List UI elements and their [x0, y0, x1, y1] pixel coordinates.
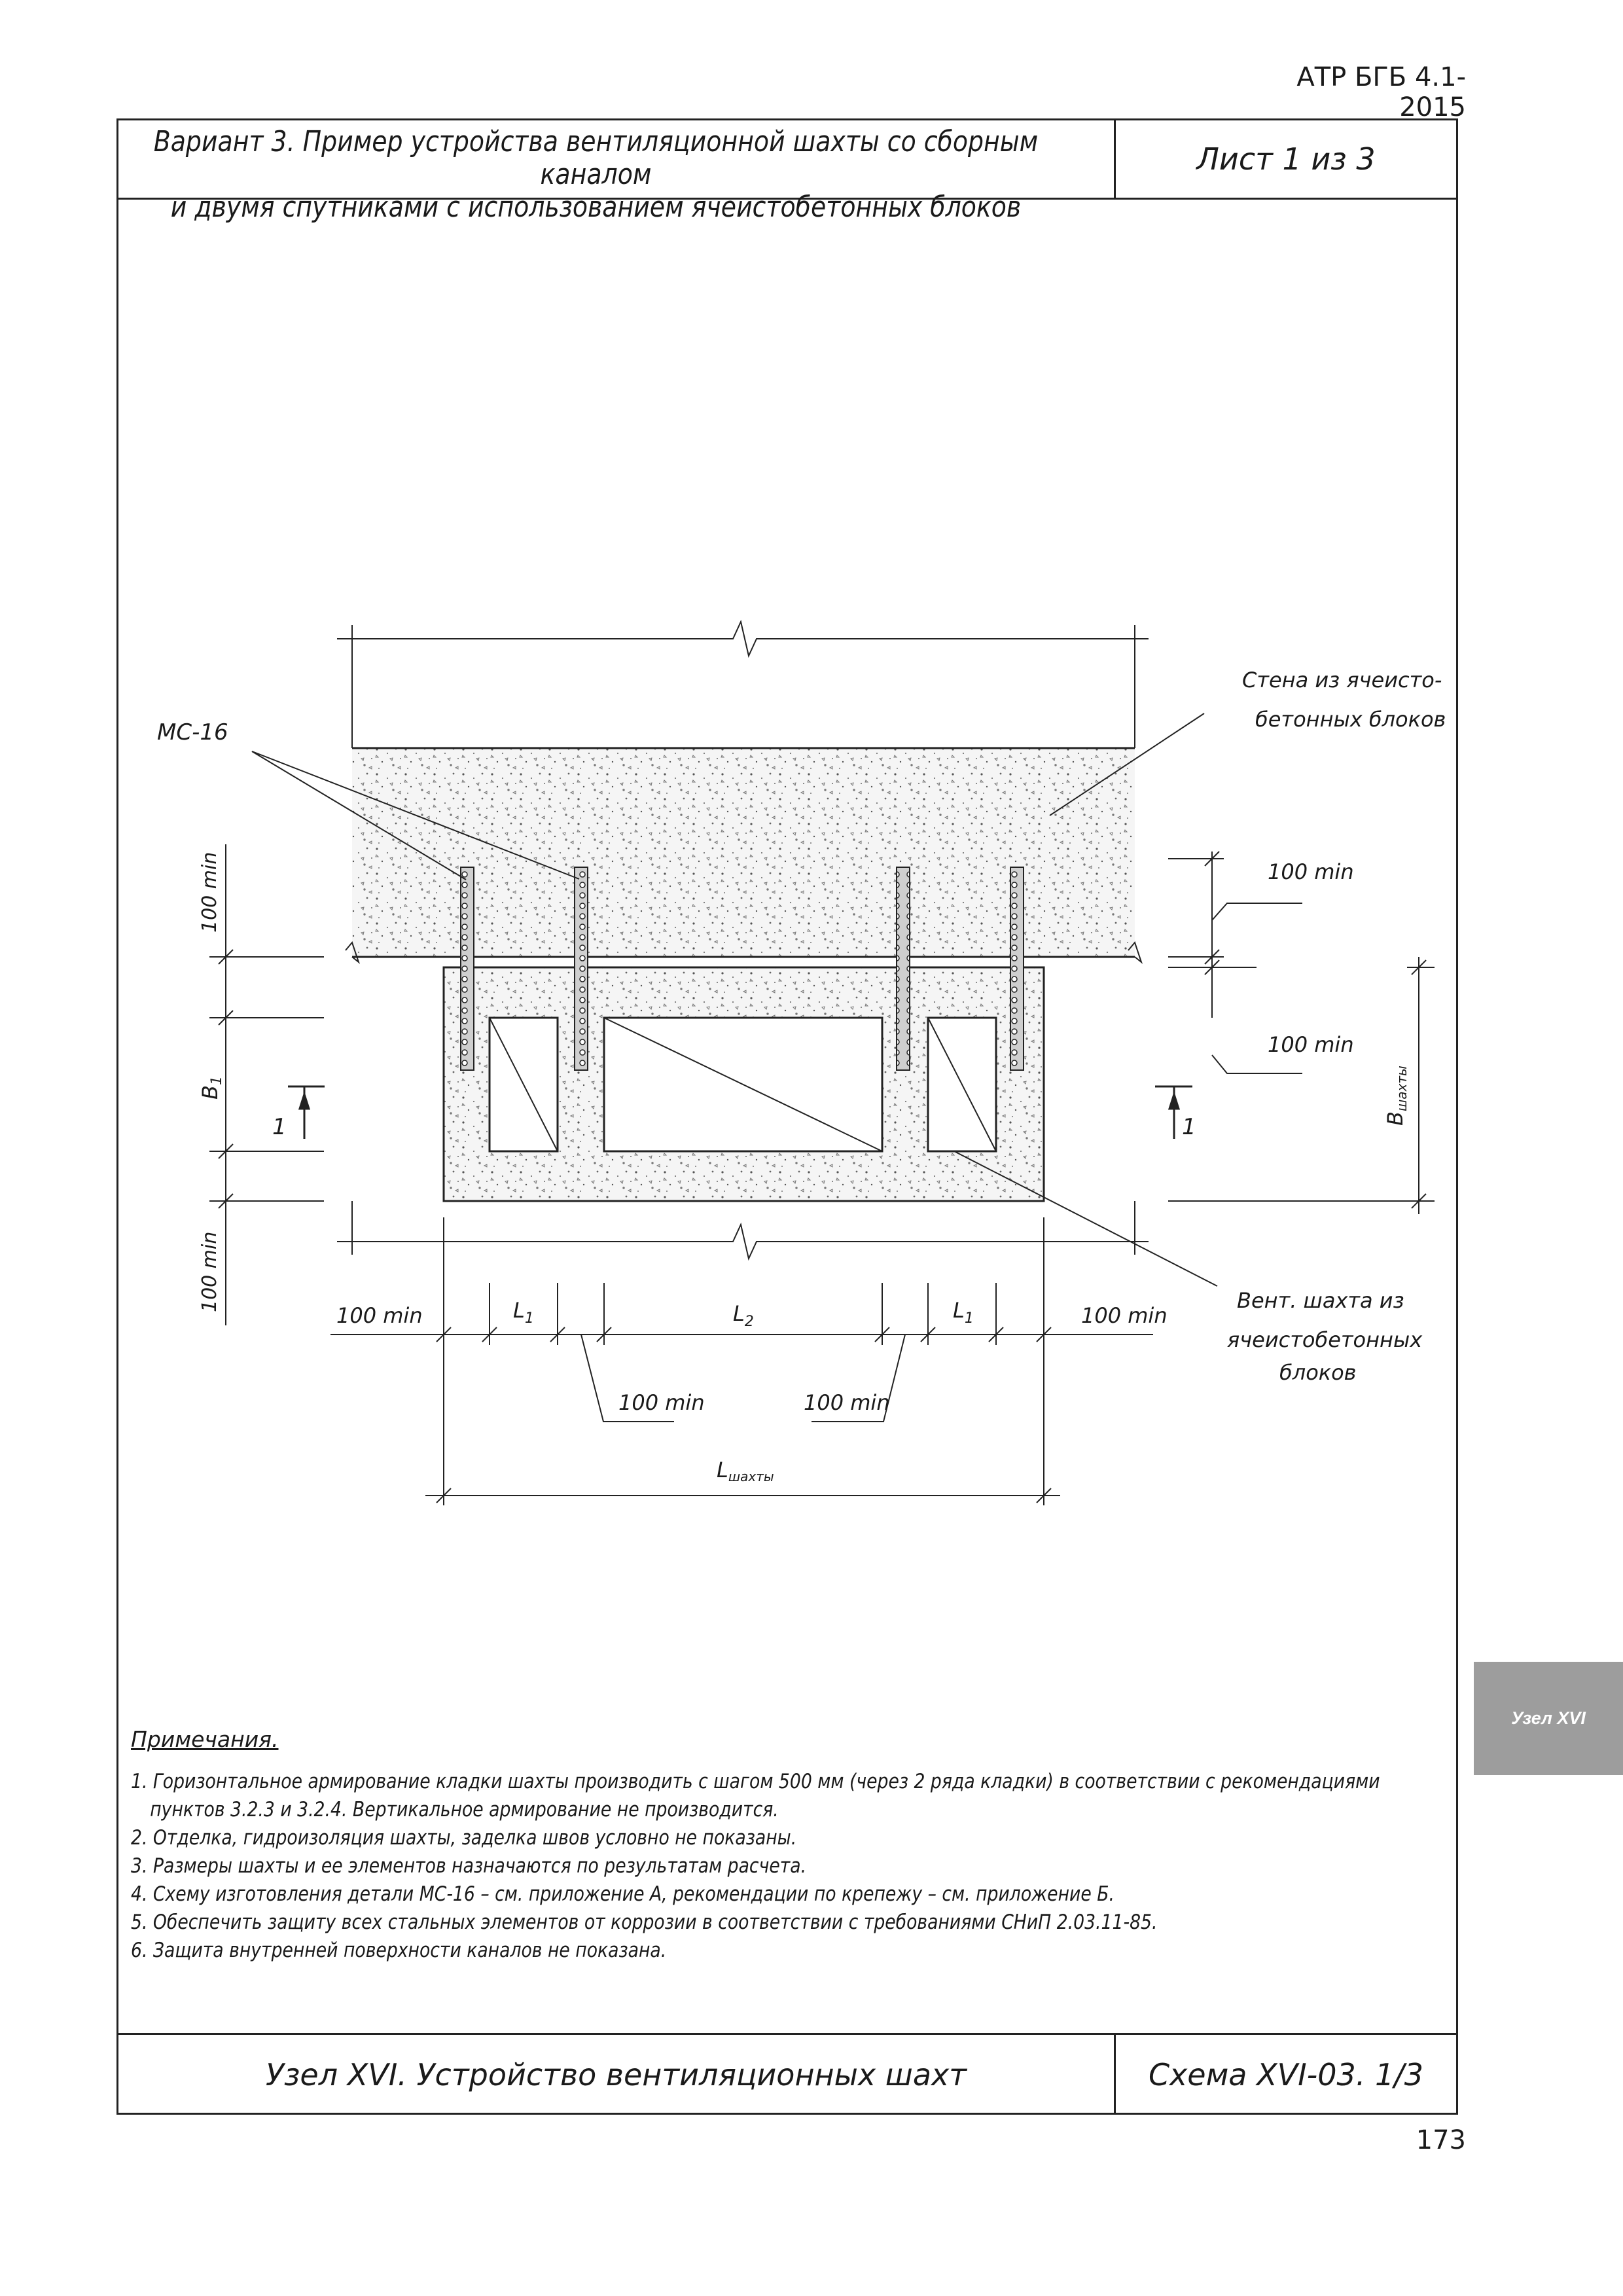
mc16-anchor	[1010, 867, 1024, 1070]
label-shaft-line-2: ячеистобетонных	[1227, 1327, 1423, 1352]
dim-100min-leader-left: 100 min	[618, 1390, 705, 1415]
notes	[131, 1725, 1440, 1965]
sheet-title-line-1: Вариант 3. Пример устройства вентиляционной шахты со сборным каналом	[153, 125, 1039, 191]
dim-l2: $L_2$	[733, 1301, 754, 1330]
node-title: Узел XVI. Устройство вентиляционных шахт	[265, 2057, 967, 2092]
dim-100min-leader-right: 100 min	[804, 1390, 890, 1415]
dim-100min-right-middle: 100 min	[1268, 1032, 1354, 1057]
notes-heading: Примечания.	[131, 1727, 279, 1752]
dim-b1: B1	[198, 1076, 225, 1100]
sheet-title-line-2: и двумя спутниками с использованием ячеистобетонных блоков	[170, 190, 1022, 224]
bottom-dimensions	[330, 1217, 1153, 1505]
dim-100min-bottom-right: 100 min	[1081, 1303, 1168, 1328]
mc16-anchor	[575, 867, 588, 1070]
dim-100min-left-top: 100 min	[198, 852, 221, 933]
dim-100min-left-bottom: 100 min	[198, 1231, 221, 1312]
section-mark-right: 1	[1182, 1114, 1196, 1140]
label-shaft-line-3: блоков	[1279, 1360, 1357, 1385]
scheme-number: Схема XVI-03. 1/3	[1148, 2057, 1424, 2092]
document-code: АТР БГБ 4.1-2015	[1296, 62, 1466, 122]
label-wall-line-1: Стена из ячеисто-	[1242, 668, 1442, 692]
sheet-counter: Лист 1 из 3	[1196, 141, 1376, 177]
section-mark-left: 1	[272, 1114, 287, 1140]
dim-100min-right-top: 100 min	[1268, 859, 1354, 884]
page-number: 173	[1416, 2125, 1466, 2155]
mc16-anchor	[461, 867, 474, 1070]
dim-l1-left: $L_1$	[513, 1298, 534, 1327]
note-item: 2. Отделка, гидроизоляция шахты, заделка швов условно не показаны.	[131, 1826, 797, 1850]
note-item: 5. Обеспечить защиту всех стальных элементов от коррозии в соответствии с требованиями СНиП 2.03.11-85.	[131, 1910, 1158, 1934]
mc16-anchor	[897, 867, 910, 1070]
note-item: пунктов 3.2.3 и 3.2.4. Вертикальное армирование не производится.	[150, 1798, 779, 1821]
dim-bshaft: Bшахты	[1383, 1066, 1410, 1126]
shaft-body	[444, 967, 1044, 1201]
note-item: 1. Горизонтальное армирование кладки шахты производить с шагом 500 мм (через 2 ряда кладки) в соответствии с рекомендациями	[131, 1770, 1380, 1793]
note-item: 6. Защита внутренней поверхности каналов не показана.	[131, 1939, 667, 1962]
note-item: 4. Схему изготовления детали МС-16 – см. приложение А, рекомендации по крепежу – см. приложение Б.	[131, 1882, 1115, 1906]
dim-100min-bottom-left: 100 min	[336, 1303, 423, 1328]
note-item: 3. Размеры шахты и ее элементов назначаются по результатам расчета.	[131, 1854, 807, 1878]
dim-lshaft: Lшахты	[717, 1458, 774, 1484]
left-dimensions	[209, 844, 324, 1325]
label-shaft-line-1: Вент. шахта из	[1237, 1288, 1404, 1313]
label-wall-line-2: бетонных блоков	[1255, 707, 1446, 732]
label-mc16: МС-16	[157, 719, 228, 745]
dim-l1-right: $L_1$	[953, 1298, 974, 1327]
side-tab-label: Узел XVI	[1511, 1708, 1586, 1728]
side-tab-node[interactable]	[1474, 1662, 1623, 1775]
